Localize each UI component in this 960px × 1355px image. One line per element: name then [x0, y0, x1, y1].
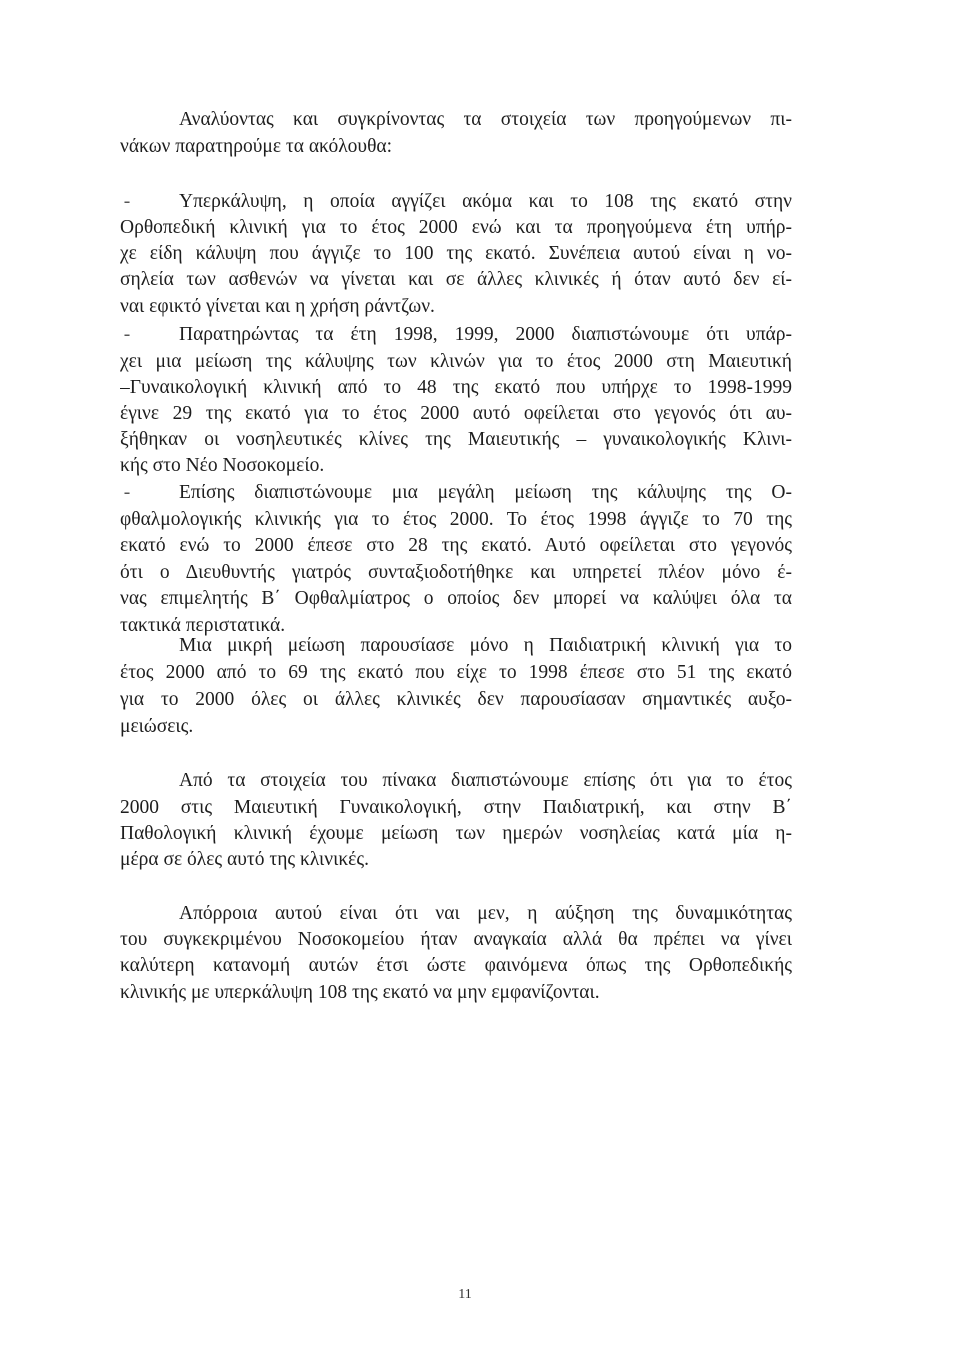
text-line: έγινε 29 της εκατό για το έτος 2000 αυτό οφείλεται στο γεγονός ότι αυ-	[120, 403, 792, 424]
bullet-dash: -	[123, 191, 131, 212]
text-line: νας επιμελητής Β΄ Οφθαλμίατρος ο οποίος δεν μπορεί να καλύψει όλα τα	[120, 588, 792, 609]
bullet-dash: -	[123, 324, 131, 345]
text-line: ότι ο Διευθυντής γιατρός συνταξιοδοτήθηκε και υπηρετεί πλέον μόνο έ-	[120, 562, 792, 583]
text-line: ξήθηκαν οι νοσηλευτικές κλίνες της Μαιευτικής – γυναικολογικής Κλινι-	[120, 429, 792, 450]
text-line: χε είδη κάλυψη που άγγιζε το 100 της εκατό. Συνέπεια αυτού είναι η νο-	[120, 243, 792, 264]
text-line: Ορθοπεδική κλινική για το έτος 2000 ενώ και τα προηγούμενα έτη υπήρ-	[120, 217, 792, 238]
text-line: Παρατηρώντας τα έτη 1998, 1999, 2000 διαπιστώνουμε ότι υπάρ-	[179, 324, 792, 345]
text-line: κλινικής με υπερκάλυψη 108 της εκατό να μην εμφανίζονται.	[120, 982, 600, 1003]
text-line: τακτικά περιστατικά.	[120, 615, 286, 636]
text-line: για το 2000 όλες οι άλλες κλινικές δεν παρουσίασαν σημαντικές αυξο-	[120, 689, 792, 710]
text-line: Μια μικρή μείωση παρουσίασε μόνο η Παιδιατρική κλινική για το	[179, 635, 792, 656]
text-line: 2000 στις Μαιευτική Γυναικολογική, στην Παιδιατρική, και στην Β΄	[120, 797, 792, 818]
text-line: φθαλμολογικής κλινικής για το έτος 2000. Το έτος 1998 άγγιζε το 70 της	[120, 509, 792, 530]
text-line: Αναλύοντας και συγκρίνοντας τα στοιχεία των προηγούμενων πι-	[179, 109, 792, 130]
text-line: ναι εφικτό γίνεται και η χρήση ράντζων.	[120, 296, 435, 317]
text-line: Υπερκάλυψη, η οποία αγγίζει ακόμα και το 108 της εκατό στην	[179, 191, 792, 212]
text-line: έτος 2000 από το 69 της εκατό που είχε το 1998 έπεσε στο 51 της εκατό	[120, 662, 792, 683]
text-line: μειώσεις.	[120, 716, 194, 737]
text-line: –Γυναικολογική κλινική από το 48 της εκατό που υπήρχε το 1998-1999	[120, 377, 792, 398]
text-line: Παθολογική κλινική έχουμε μείωση των ημερών νοσηλείας κατά μία η-	[120, 823, 792, 844]
text-line: εκατό ενώ το 2000 έπεσε στο 28 της εκατό. Αυτό οφείλεται στο γεγονός	[120, 535, 792, 556]
text-line: Απόρροια αυτού είναι ότι ναι μεν, η αύξηση της δυναμικότητας	[179, 903, 792, 924]
text-line: σηλεία των ασθενών να γίνεται και σε άλλες κλινικές ή όταν αυτό δεν εί-	[120, 269, 792, 290]
text-line: μέρα σε όλες αυτό της κλινικές.	[120, 849, 369, 870]
text-line: νάκων παρατηρούμε τα ακόλουθα:	[120, 136, 393, 157]
text-line: χει μια μείωση της κάλυψης των κλινών για το έτος 2000 στη Μαιευτική	[120, 351, 792, 372]
bullet-dash: -	[123, 482, 131, 503]
text-line: καλύτερη κατανομή αυτών έτσι ώστε φαινόμενα όπως της Ορθοπεδικής	[120, 955, 792, 976]
page-number: 11	[458, 1287, 472, 1302]
text-line: του συγκεκριμένου Νοσοκομείου ήταν αναγκαία αλλά θα πρέπει να γίνει	[120, 929, 792, 950]
text-line: κής στο Νέο Νοσοκομείο.	[120, 455, 325, 476]
text-line: Από τα στοιχεία του πίνακα διαπιστώνουμε επίσης ότι για το έτος	[179, 770, 792, 791]
text-line: Επίσης διαπιστώνουμε μια μεγάλη μείωση της κάλυψης της Ο-	[179, 482, 792, 503]
